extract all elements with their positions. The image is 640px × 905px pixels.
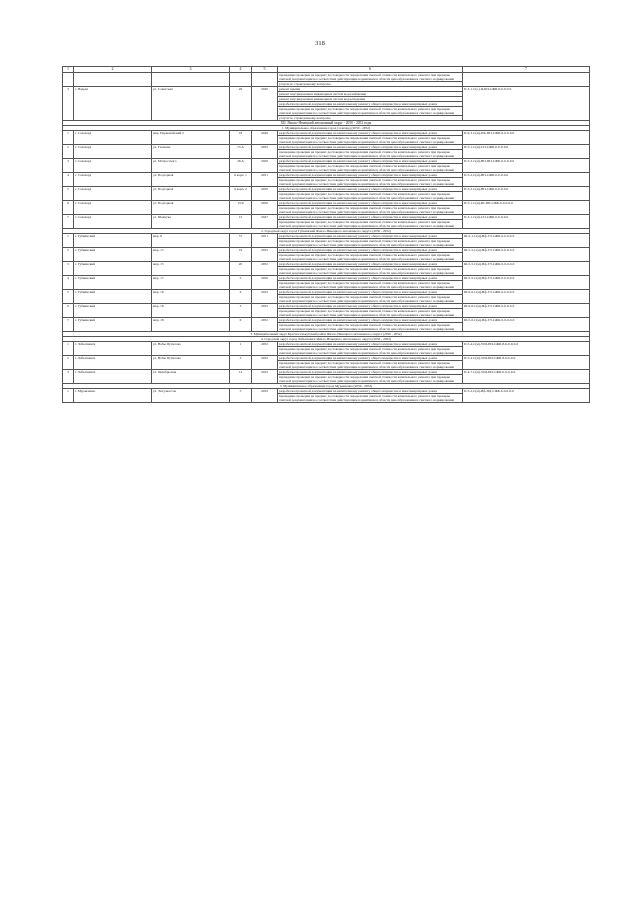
page-number: 318 xyxy=(315,40,325,47)
code-cell: Ш-5-2-С(м)-Вф-ГЭ-СЖБ-0-0-0-0-0 xyxy=(463,248,590,262)
year-cell: 2052 xyxy=(252,318,278,332)
code-cell: Ш-5-1-С(м)-Вф-ГЭ-СЖБ-0-0-0-0-0 xyxy=(463,234,590,248)
street-cell: мкр. 9 xyxy=(152,234,230,248)
work-type-cell: ремонт внутридомовых инженерных систем водоотведения xyxy=(278,97,463,102)
street-cell: мкр. 18 xyxy=(152,318,230,332)
table-row xyxy=(63,187,590,192)
city-cell: г. Губкинский xyxy=(74,234,152,248)
year-cell: 2047 xyxy=(252,215,278,229)
row-number: 5 xyxy=(63,290,74,304)
code-cell: Ш-9-6-С(м)-Вф-ГЭ-СЖБ-0-0-0-0-0 xyxy=(463,304,590,318)
subsection-title: 5. Муниципальное образование город Муравленко (2050 - 2052) xyxy=(63,384,590,389)
work-type-cell: разработка проектной документации на капитальному ремонту общего имущества в многоквартирных домах xyxy=(278,370,463,375)
work-type-cell: проведение проверки на предмет достоверности определения сметной стоимости капитального ремонта при проверке сметной документации на соответствие действующим нормативам в области ценообразования и сметного нормирования xyxy=(278,295,463,304)
code-cell: Ш-9-6-С(м)-Вф-ГЭ-СЖБ-0-0-0-0-0 xyxy=(463,290,590,304)
code-cell: Ш-5-5-С(м)-Вф-ГЭ-СЖБ-0-0-0-0-0 xyxy=(463,262,590,276)
table-row xyxy=(63,290,590,295)
code-cell xyxy=(463,73,590,87)
subsection-title: 3. Муниципальный округ Красноселькупский район Ямало-Ненецкого автономного округа (2050 - 2052) xyxy=(63,332,590,337)
row-number: 3 xyxy=(63,262,74,276)
work-type-cell: разработка проектной документации на капитальному ремонту общего имущества в многоквартирных домах xyxy=(278,201,463,206)
work-type-cell: разработка проектной документации на капитальному ремонту общего имущества в многоквартирных домах xyxy=(278,215,463,220)
work-type-cell: проведение проверки на предмет достоверности определения сметной стоимости капитального ремонта при проверке сметной документации на соответствие действующим нормативам в области ценообразования и сметного нормирования xyxy=(278,150,463,159)
work-type-cell: разработка проектной документации на капитальному ремонту общего имущества в многоквартирных домах xyxy=(278,102,463,107)
column-number: 2 xyxy=(74,67,152,73)
row-number: 1 xyxy=(63,342,74,356)
city-cell: г. Салехард xyxy=(74,201,152,215)
work-type-cell: проведение проверки на предмет достоверности определения сметной стоимости капитального ремонта при проверке сметной документации на соответствие действующим нормативам в области ценообразования и сметного нормирования xyxy=(278,220,463,229)
table-row xyxy=(63,248,590,253)
work-type-cell: проведение проверки на предмет достоверности определения сметной стоимости капитального ремонта при проверке сметной документации на соответствие действующим нормативам в области ценообразования и сметного нормирования xyxy=(278,73,463,82)
year-cell: 2052 xyxy=(252,145,278,159)
code-cell: П-5-2-С(м)-ВП-СЖБ-0-0-0-0-0 xyxy=(463,173,590,187)
row-number: 7 xyxy=(63,318,74,332)
row-number: 1 xyxy=(63,131,74,145)
table-row xyxy=(63,304,590,309)
column-number: 6 xyxy=(278,67,463,73)
year-cell: 2052 xyxy=(252,262,278,276)
table-row xyxy=(63,276,590,281)
year-cell: 2050 xyxy=(252,201,278,215)
house-cell: 26 А xyxy=(230,159,252,173)
table-row xyxy=(63,356,590,361)
work-type-cell: разработка проектной документации на капитальному ремонту общего имущества в многоквартирных домах xyxy=(278,290,463,295)
row-number: 7 xyxy=(63,215,74,229)
work-type-cell: проведение проверки на предмет достоверности определения сметной стоимости капитального ремонта при проверке сметной документации на соответствие действующим нормативам в области ценообразования и сметного нормирования xyxy=(278,164,463,173)
street-cell: ул. Шевчука xyxy=(152,215,230,229)
work-type-cell: проведение проверки на предмет достоверности определения сметной стоимости капитального ремонта при проверке сметной документации на соответствие действующим нормативам в области ценообразования и сметного нормирования xyxy=(278,178,463,187)
code-cell: Ш-5-6-С(м)-Вф-ГЭ-СЖБ-0-0-0-0-0 xyxy=(463,318,590,332)
row-number: 2 xyxy=(63,356,74,370)
street-cell: ул. Подгорная xyxy=(152,187,230,201)
row-number: 2 xyxy=(63,145,74,159)
year-cell: 2050 xyxy=(252,159,278,173)
house-cell: 15 А xyxy=(230,145,252,159)
work-type-cell: разработка проектной документации на капитальному ремонту общего имущества в многоквартирных домах xyxy=(278,304,463,309)
house-cell: 1 xyxy=(230,342,252,356)
work-type-cell: разработка проектной документации на капитальному ремонту общего имущества в многоквартирных домах xyxy=(278,276,463,281)
code-cell: П-3-1-С(м)-СП-СЖБ-0-0-0-0-0 xyxy=(463,215,590,229)
code-cell: П-9-3-С(м)-ПК-ПП-СЖБ-0-0-0-0-0 xyxy=(463,131,590,145)
year-cell: 2052 xyxy=(252,356,278,370)
street-cell: ул. Энтузиастов xyxy=(152,389,230,403)
work-type-cell: разработка проектной документации на капитальному ремонту общего имущества в многоквартирных домах xyxy=(278,159,463,164)
row-number: 2 xyxy=(63,248,74,262)
city-cell: г. Губкинский xyxy=(74,276,152,290)
work-type-cell: разработка проектной документации на капитальному ремонту общего имущества в многоквартирных домах xyxy=(278,342,463,347)
table-row xyxy=(63,73,590,82)
table-row xyxy=(63,201,590,206)
street-cell xyxy=(152,73,230,87)
table-row xyxy=(63,262,590,267)
year-cell: 2051 xyxy=(252,173,278,187)
city-cell: г. Губкинский xyxy=(74,304,152,318)
code-cell: П-5-2-С(м)-Вф-ПД-СЖБ-0-0-0-0-0 xyxy=(463,389,590,403)
street-cell: ул. Подгорная xyxy=(152,201,230,215)
column-number: 5 xyxy=(252,67,278,73)
house-cell: 4 xyxy=(230,290,252,304)
street-cell: ул. Набы Путилова xyxy=(152,356,230,370)
work-type-cell: разработка проектной документации на капитальному ремонту общего имущества в многоквартирных домах xyxy=(278,262,463,267)
code-cell: П-4-7-С(м)-УШ-ПП-СЖБ-0-0-0-0-0 xyxy=(463,370,590,384)
year-cell: 2052 xyxy=(252,342,278,356)
year-cell: 2020 xyxy=(252,87,278,121)
code-cell: П-5-4-С(м)-УШ-ПП-СЖБ-8-6-0-0-0 xyxy=(463,356,590,370)
house-cell: 6 корп. 1 xyxy=(230,173,252,187)
city-cell: г. Салехард xyxy=(74,159,152,173)
year-cell: 2050 xyxy=(252,187,278,201)
year-cell: 2052 xyxy=(252,370,278,384)
year-cell: 2049 xyxy=(252,131,278,145)
year-cell: 2051 xyxy=(252,234,278,248)
year-cell: 2052 xyxy=(252,248,278,262)
house-cell: 15/9 xyxy=(230,201,252,215)
city-cell: г. Салехард xyxy=(74,173,152,187)
city-cell: г. Лабытнанги xyxy=(74,370,152,384)
work-type-cell: услуги по строительному контролю xyxy=(278,82,463,87)
work-type-cell: разработка проектной документации на капитальному ремонту общего имущества в многоквартирных домах xyxy=(278,173,463,178)
house-cell: 5 xyxy=(230,276,252,290)
work-type-cell: ремонт крыши xyxy=(278,87,463,92)
work-type-cell: разработка проектной документации на капитальному ремонту общего имущества в многоквартирных домах xyxy=(278,318,463,323)
work-type-cell: разработка проектной документации на капитальному ремонту общего имущества в многоквартирных домах xyxy=(278,234,463,239)
table-row xyxy=(63,234,590,239)
street-cell: мкр. 15 xyxy=(152,248,230,262)
table-row xyxy=(63,370,590,375)
row-number: 4 xyxy=(63,173,74,187)
table-row xyxy=(63,389,590,394)
work-type-cell: проведение проверки на предмет достоверности определения сметной стоимости капитального ремонта при проверке сметной документации на соответствие действующим нормативам в области ценообразования и сметного нормирования xyxy=(278,375,463,384)
city-cell: г. Муравленко xyxy=(74,389,152,403)
house-cell: 5 xyxy=(230,389,252,403)
table-row xyxy=(63,159,590,164)
work-type-cell: проведение проверки на предмет достоверности определения сметной стоимости капитального ремонта при проверке сметной документации на соответствие действующим нормативам в области ценообразования и сметного нормирования xyxy=(278,239,463,248)
work-type-cell: проведение проверки на предмет достоверности определения сметной стоимости капитального ремонта при проверке сметной документации на соответствие действующим нормативам в области ценообразования и сметного нормирования xyxy=(278,206,463,215)
code-cell: П-5-3-С(м)-ВП-ПП-СЖБ-0-0-0-0-0 xyxy=(463,159,590,173)
row-number xyxy=(63,73,74,87)
code-cell: П-5-1-С(м)-Ш-ПП-СЖБ-0-0-0-0-0 xyxy=(463,201,590,215)
work-type-cell: проведение проверки на предмет достоверности определения сметной стоимости капитального ремонта при проверке сметной документации на соответствие действующим нормативам в области ценообразования и сметного нормирования xyxy=(278,394,463,403)
work-type-cell: проведение проверки на предмет достоверности определения сметной стоимости капитального ремонта при проверке сметной документации на соответствие действующим нормативам в области ценообразования и сметного нормирования xyxy=(278,281,463,290)
work-type-cell: проведение проверки на предмет достоверности определения сметной стоимости капитального ремонта при проверке сметной документации на соответствие действующим нормативам в области ценообразования и сметного нормирования xyxy=(278,192,463,201)
code-cell: П-3-1-С(г.)-Я-КП-СЖБ-0-0-0-0-0 xyxy=(463,87,590,121)
work-type-cell: ремонт внутридомовых инженерных систем водоснабжения xyxy=(278,92,463,97)
row-number: 6 xyxy=(63,201,74,215)
city-cell: г. Лабытнанги xyxy=(74,342,152,356)
subsection-title: 2. Городской округ город Губкинский Ямало-Ненецкого автономного округа (2050 - 2052) xyxy=(63,229,590,234)
house-cell: 15 xyxy=(230,215,252,229)
row-number: 6 xyxy=(63,304,74,318)
table-row xyxy=(63,131,590,136)
house-cell xyxy=(230,73,252,87)
code-cell: П-5-2-С(м)-ВП-СЖБ-0-0-0-0-0 xyxy=(463,187,590,201)
street-cell: ул. Набы Путилова xyxy=(152,342,230,356)
work-type-cell: разработка проектной документации на капитальному ремонту общего имущества в многоквартирных домах xyxy=(278,356,463,361)
column-number: 1 xyxy=(63,67,74,73)
work-type-cell: проведение проверки на предмет достоверности определения сметной стоимости капитального ремонта при проверке сметной документации на соответствие действующим нормативам в области ценообразования и сметного нормирования xyxy=(278,136,463,145)
subsection-title: 1. Муниципальное образование город Салехард (2050 - 2052) xyxy=(63,126,590,131)
year-cell: 2052 xyxy=(252,304,278,318)
house-cell: 18 xyxy=(230,131,252,145)
work-type-cell: проведение проверки на предмет достоверности определения сметной стоимости капитального ремонта при проверке сметной документации на соответствие действующим нормативам в области ценообразования и сметного нормирования xyxy=(278,267,463,276)
section-title: ХII. Ямало-Ненецкий автономный округ - 2050 - 2052 годы xyxy=(63,121,590,126)
city-cell: г. Губкинский xyxy=(74,248,152,262)
city-cell: г. Губкинский xyxy=(74,318,152,332)
work-type-cell: разработка проектной документации на капитальному ремонту общего имущества в многоквартирных домах xyxy=(278,131,463,136)
house-cell: 6 xyxy=(230,318,252,332)
house-cell: 14 xyxy=(230,370,252,384)
street-cell: ул. Октябрьская xyxy=(152,370,230,384)
subsection-title: 4. Городской округ город Лабытнанги Ямало-Ненецкого автономного округа (2050 - 2052) xyxy=(63,337,590,342)
code-cell: П-5-1-С(м)-СП-СЖБ-0-0-0-0-0 xyxy=(463,145,590,159)
house-cell: 3 xyxy=(230,304,252,318)
work-type-cell: проведение проверки на предмет достоверности определения сметной стоимости капитального ремонта при проверке сметной документации на соответствие действующим нормативам в области ценообразования и сметного нормирования xyxy=(278,323,463,332)
table-row xyxy=(63,215,590,220)
work-type-cell: услуги по строительному контролю xyxy=(278,116,463,121)
work-type-cell: разработка проектной документации на капитальному ремонту общего имущества в многоквартирных домах xyxy=(278,145,463,150)
street-cell: мкр. 17 xyxy=(152,276,230,290)
house-cell: 37 xyxy=(230,234,252,248)
table-row xyxy=(63,342,590,347)
year-cell xyxy=(252,73,278,87)
work-type-cell: разработка проектной документации на капитальному ремонту общего имущества в многоквартирных домах xyxy=(278,389,463,394)
house-cell: 29 xyxy=(230,87,252,121)
table-row xyxy=(63,145,590,150)
work-type-cell: проведение проверки на предмет достоверности определения сметной стоимости капитального ремонта при проверке сметной документации на соответствие действующим нормативам в области ценообразования и сметного нормирования xyxy=(278,253,463,262)
table-row xyxy=(63,173,590,178)
row-number: 3 xyxy=(63,370,74,384)
row-number: 5 xyxy=(63,187,74,201)
street-cell: мкр. 16 xyxy=(152,290,230,304)
repair-program-table xyxy=(62,66,590,403)
city-cell xyxy=(74,73,152,87)
city-cell: г. Салехард xyxy=(74,187,152,201)
work-type-cell: разработка проектной документации на капитальному ремонту общего имущества в многоквартирных домах xyxy=(278,248,463,253)
column-number: 3 xyxy=(152,67,230,73)
year-cell: 2050 xyxy=(252,276,278,290)
row-number: 3 xyxy=(63,159,74,173)
year-cell: 2052 xyxy=(252,290,278,304)
row-number: 1 xyxy=(63,234,74,248)
house-cell: 6 корп. 2 xyxy=(230,187,252,201)
work-type-cell: проведение проверки на предмет достоверности определения сметной стоимости капитального ремонта при проверке сметной документации на соответствие действующим нормативам в области ценообразования и сметного нормирования xyxy=(278,361,463,370)
work-type-cell: проведение проверки на предмет достоверности определения сметной стоимости капитального ремонта при проверке сметной документации на соответствие действующим нормативам в области ценообразования и сметного нормирования xyxy=(278,309,463,318)
city-cell: г. Лабытнанги xyxy=(74,356,152,370)
house-cell: 3 xyxy=(230,356,252,370)
code-cell: П-5-4-С(м)-УШ-ПП-СЖБ-8-6-0-0-0-0 xyxy=(463,342,590,356)
street-cell: ул. Советская xyxy=(152,87,230,121)
house-cell: 19 xyxy=(230,248,252,262)
house-cell: 20 xyxy=(230,262,252,276)
street-cell: мкр. 18 xyxy=(152,304,230,318)
street-cell: мкр. Первомайский 2 xyxy=(152,131,230,145)
city-cell: г. Салехард xyxy=(74,145,152,159)
street-cell: ул. Глазкова xyxy=(152,145,230,159)
code-cell: Ш-5-5-С(м)-Вф-ГЭ-СЖБ-0-0-0-0-0 xyxy=(463,276,590,290)
work-type-cell: разработка проектной документации на капитальному ремонту общего имущества в многоквартирных домах xyxy=(278,187,463,192)
street-cell: мкр. 15 xyxy=(152,262,230,276)
city-cell: г. Надым xyxy=(74,87,152,121)
table-row xyxy=(63,318,590,323)
city-cell: г. Салехард xyxy=(74,215,152,229)
city-cell: г. Салехард xyxy=(74,131,152,145)
city-cell: г. Губкинский xyxy=(74,290,152,304)
column-number: 4 xyxy=(230,67,252,73)
row-number: 1 xyxy=(63,389,74,403)
street-cell: ул. Подгорная xyxy=(152,173,230,187)
street-cell: ул. Матросского xyxy=(152,159,230,173)
work-type-cell: проведение проверки на предмет достоверности определения сметной стоимости капитального ремонта при проверке сметной документации на соответствие действующим нормативам в области ценообразования и сметного нормирования xyxy=(278,107,463,116)
year-cell: 2052 xyxy=(252,389,278,403)
row-number: 3 xyxy=(63,87,74,121)
city-cell: г. Губкинский xyxy=(74,262,152,276)
column-number: 7 xyxy=(463,67,590,73)
row-number: 4 xyxy=(63,276,74,290)
work-type-cell: проведение проверки на предмет достоверности определения сметной стоимости капитального ремонта при проверке сметной документации на соответствие действующим нормативам в области ценообразования и сметного нормирования xyxy=(278,347,463,356)
